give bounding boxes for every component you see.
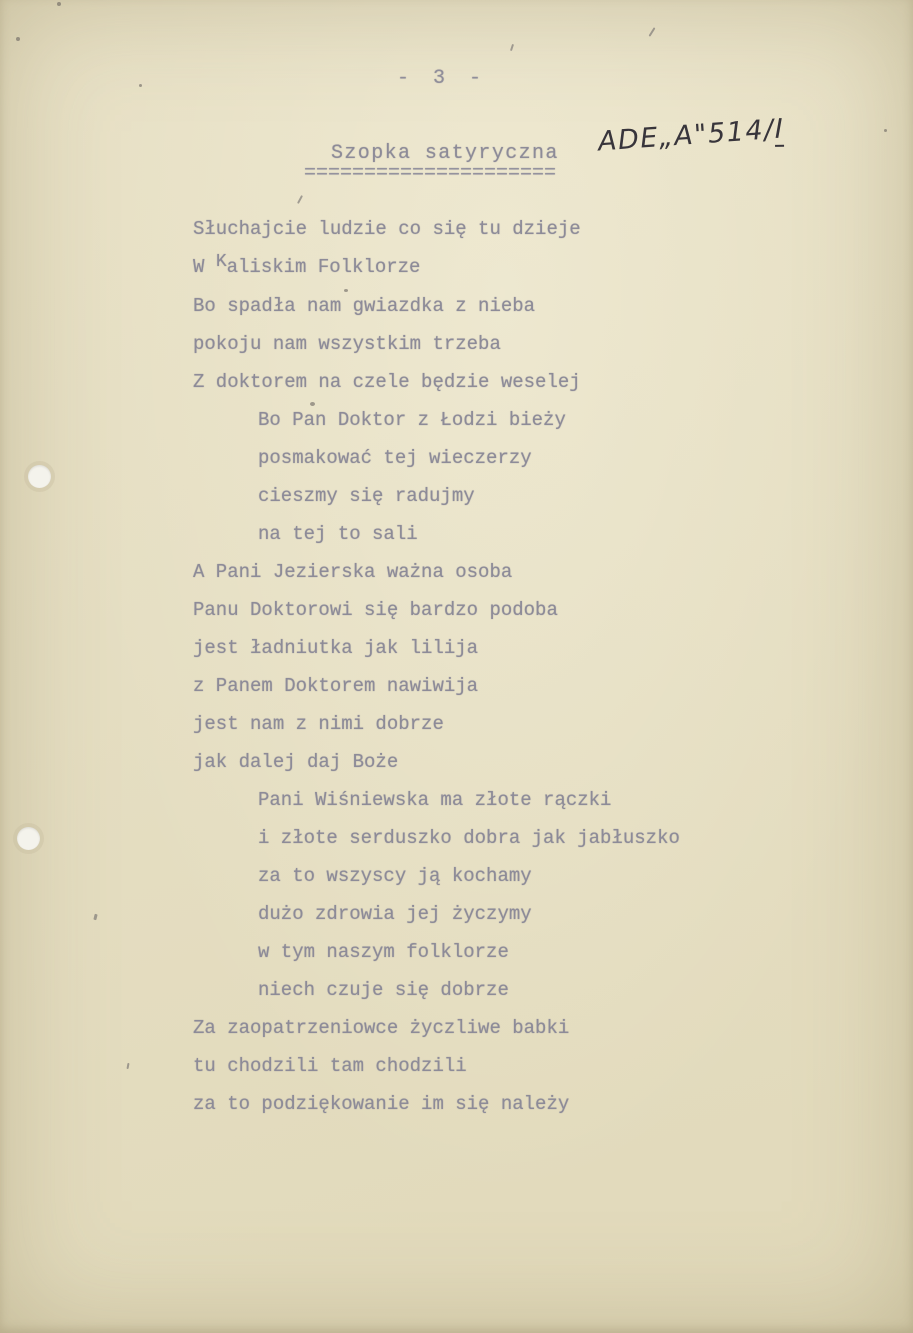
punch-hole bbox=[17, 827, 40, 850]
poem-line: za to wszyscy ją kochamy bbox=[258, 865, 532, 887]
document-title: Szopka satyryczna bbox=[331, 142, 559, 165]
ink-dot bbox=[310, 402, 315, 406]
ink-mark bbox=[126, 1063, 129, 1069]
poem-line: jest nam z nimi dobrze bbox=[193, 713, 444, 735]
ink-mark bbox=[93, 914, 97, 921]
poem-line: jak dalej daj Boże bbox=[193, 751, 399, 773]
line2-rest: aliskim Folklorze bbox=[226, 256, 421, 278]
poem-line: jest ładniutka jak lilija bbox=[193, 637, 479, 659]
paper-speck bbox=[884, 129, 887, 132]
poem-line: Pani Wiśniewska ma złote rączki bbox=[258, 789, 612, 811]
line2-superscript-k: K bbox=[215, 252, 227, 272]
poem-line: w tym naszym folklorze bbox=[258, 941, 509, 963]
poem-line: dużo zdrowia jej życzymy bbox=[258, 903, 532, 925]
poem-line: na tej to sali bbox=[258, 523, 418, 545]
punch-hole bbox=[28, 465, 51, 488]
paper-speck bbox=[16, 37, 20, 41]
poem-line bbox=[193, 248, 680, 287]
poem-line: A Pani Jezierska ważna osoba bbox=[193, 561, 513, 583]
poem-line: posmakować tej wieczerzy bbox=[258, 447, 532, 469]
paper-speck bbox=[139, 84, 142, 87]
ink-mark bbox=[649, 27, 656, 37]
poem-line: z Panem Doktorem nawiwija bbox=[193, 675, 479, 697]
annotation-underlined: I bbox=[774, 113, 785, 145]
poem-line: i złote serduszko dobra jak jabłuszko bbox=[258, 827, 680, 849]
ink-dot bbox=[344, 289, 348, 292]
ink-mark bbox=[297, 195, 303, 204]
line2-prefix: W bbox=[193, 256, 216, 278]
poem-line: Za zaopatrzeniowce życzliwe babki bbox=[193, 1017, 570, 1039]
poem-line: cieszmy się radujmy bbox=[258, 485, 475, 507]
poem-body bbox=[193, 210, 680, 1123]
poem-line: Panu Doktorowi się bardzo podoba bbox=[193, 599, 558, 621]
poem-line: niech czuje się dobrze bbox=[258, 979, 509, 1001]
title-underline: ===================== bbox=[304, 162, 557, 185]
poem-line: Słuchajcie ludzie co się tu dzieje bbox=[193, 218, 581, 240]
handwritten-annotation bbox=[597, 114, 785, 160]
ink-mark bbox=[510, 44, 514, 51]
annotation-main: ADE„A"514/ bbox=[597, 114, 776, 158]
poem-line: Bo spadła nam gwiazdka z nieba bbox=[193, 295, 536, 317]
poem-line: pokoju nam wszystkim trzeba bbox=[193, 333, 501, 355]
page-number: - 3 - bbox=[397, 67, 488, 90]
poem-line: za to podziękowanie im się należy bbox=[193, 1093, 570, 1115]
poem-line: tu chodzili tam chodzili bbox=[193, 1055, 467, 1077]
poem-line: Z doktorem na czele będzie weselej bbox=[193, 371, 581, 393]
paper-speck bbox=[57, 2, 61, 6]
poem-line: Bo Pan Doktor z Łodzi bieży bbox=[258, 409, 566, 431]
